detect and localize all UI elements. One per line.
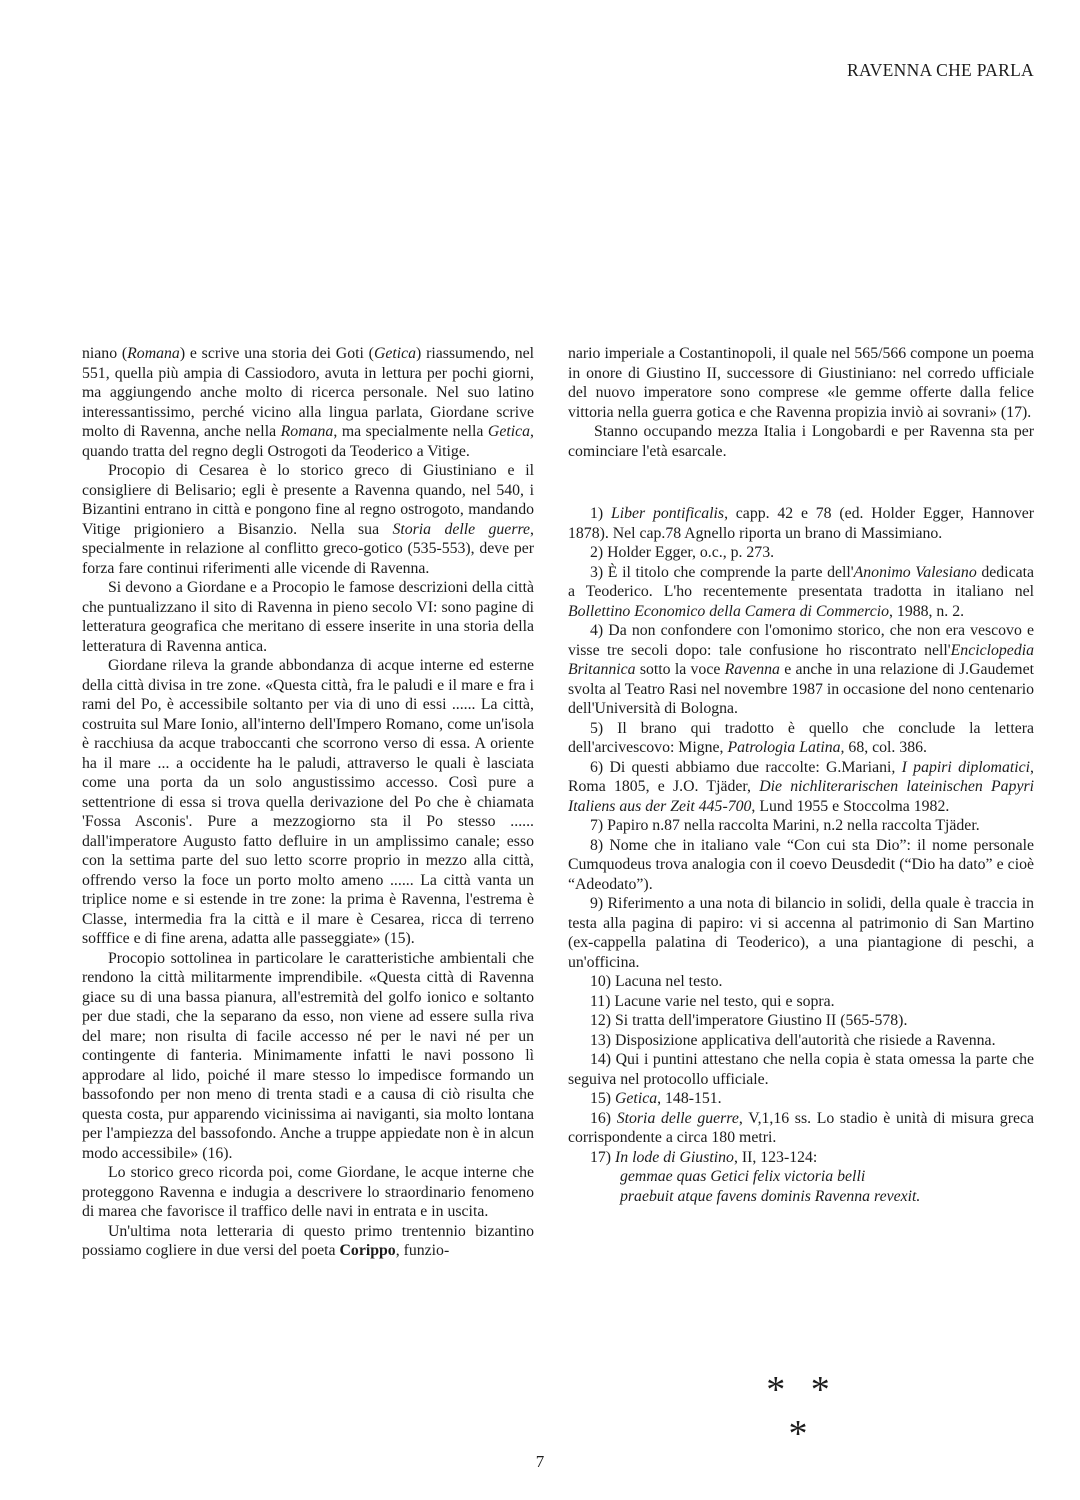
italic-run: , I papiri diplomatici <box>891 758 1031 776</box>
italic-run: Bollettino Economico della Camera di Commercio <box>568 602 890 620</box>
italic-run: Romana <box>127 345 180 362</box>
footnote: 15) Getica, 148-151. <box>590 1090 722 1107</box>
footnote: 1) Liber pontificalis, capp. 42 e 78 (ed. Holder Egger, Hannover 1878). Nel cap.78 Agnello riporta un brano di Massimiano. <box>568 505 1034 542</box>
footnote: 3) È il titolo che comprende la parte dell'Anonimo Valesiano dedicata a Teoderico. L'ho recentemente presentata tradotta in italiano nel Bollettino Economico della Camera di Commercio, 1988, n. 2. <box>568 563 1034 620</box>
italic-run: Getica <box>615 1090 658 1107</box>
italic-run: Anonimo Valesiano <box>853 563 977 581</box>
italic-run: Ravenna <box>724 661 780 678</box>
paragraph: Giordane rileva la grande abbondanza di acque interne ed esterne della città divisa in tre zone. «Questa città, fra le paludi e il mare e fra i rami del Po, è accessibile soltanto per via di uno di essi ...... La città, costruita sul Mare Ionio, all'interno dell'Impero Romano, come un'isola è racchiusa da acque traboccanti che scorrono verso di essa. A oriente ha il mare ... a occidente ha le paludi, attraverso le quali è lasciata come una porta da un solo angustissimo accesso. Così pure a settentrione di essa si trova quella derivazione del Po che è chiamata 'Fossa Asconis'. Pure a mezzogiorno sta il Po stesso ...... dall'imperatore Augusto fatto defluire in un amplissimo canale; esso con la settima parte del suo letto scorre proprio in mezzo alla città, offrendo verso la foce un porto molto ameno ...... La città vanta un triplice nome e si estende in tre zone: la prima è Ravenna, l'estrema è Classe, intermedia fra la città e il mare è Cesarea, ricca di terreno sofffice e di fine arena, adatta alle passeggiate» (15). <box>82 657 534 947</box>
italic-run: In lode di Giustino <box>615 1148 734 1166</box>
footnote: 4) Da non confondere con l'omonimo storico, che non era vescovo e visse tre secoli dopo: tale confusione ho riscontrato nell'Enciclopedia Britannica sotto la voce Ravenna e anche in una relazione di J.Gaudemet svolta al Teatro Rasi nel novembre 1987 in occasione del nono centenario dell'Università di Bologna. <box>568 622 1034 717</box>
footnote: 12) Si tratta dell'imperatore Giustino II (565-578). <box>590 1012 908 1029</box>
italic-run: Getica <box>487 423 531 440</box>
right-column <box>568 344 1034 1206</box>
footnote: 13) Disposizione applicativa dell'autorità che risiede a Ravenna. <box>590 1031 996 1049</box>
italic-run: Storia delle guerre <box>616 1109 739 1127</box>
verse-line: praebuit atque favens dominis Ravenna revexit. <box>620 1187 921 1205</box>
italic-run: Patrologia Latina, <box>727 739 845 756</box>
paragraph: nario imperiale a Costantinopoli, il quale nel 565/566 compone un poema in onore di Giustino II, successore di Giustiniano: nel corredo ufficiale del nuovo imperatore sono comprese «le gemme offerte dalla felice vittoria nella guerra gotica e che Ravenna propizia inviò ai sovrani» (17). <box>568 345 1034 421</box>
running-header: RAVENNA CHE PARLA <box>847 60 1034 80</box>
italic-run: Getica <box>373 345 417 362</box>
footnote: 11) Lacune varie nel testo, qui e sopra. <box>590 992 835 1010</box>
footnote: 8) Nome che in italiano vale “Con cui sta Dio”: il nome personale Cumquodeus trova analogia con il coevo Deusdedit (“Dio ha dato” e cioè “Adeodato”). <box>568 836 1034 893</box>
footnote: 6) Di questi abbiamo due raccolte: G.Mariani, I papiri diplomatici, Roma 1805, e J.O. Tjäder, Die nichliterarischen lateinischen Papyri Italiens aus der Zeit 445-700, Lund 1955 e Stoccolma 1982. <box>568 758 1035 815</box>
footnote: 17) In lode di Giustino, II, 123-124: <box>590 1148 818 1166</box>
italic-run: Romana <box>280 423 334 440</box>
paragraph: niano (Romana) e scrive una storia dei Goti (Getica) riassumendo, nel 551, quella più ampia di Cassiodoro, avuta in lettura per pochi giorni, ma aggiungendo anche molto di ricerca personale. Nel suo latino interessantissimo, perché vicino alla lingua parlata, Giordane scrive molto di Ravenna, anche nella Romana, ma specialmente nella Getica, quando tratta del regno degli Ostrogoti da Teoderico a Vitige. <box>82 345 534 460</box>
bold-run: Corippo <box>339 1242 396 1259</box>
italic-run: Storia delle guerre <box>392 520 531 538</box>
left-column <box>82 344 534 1261</box>
footnote: 9) Riferimento a una nota di bilancio in solidi, della quale è traccia in testa alla pagina di papiro: vi si accenna al patrimonio di San Martino (ex-cappella palatina di Teoderico), a una piantagione di peschi, a un'officina. <box>568 895 1034 971</box>
italic-run: Die nichliterarischen lateinischen Papyri Italiens aus der Zeit 445-700 <box>568 778 1035 815</box>
footnotes <box>568 504 1034 1206</box>
footnote: 16) Storia delle guerre, V,1,16 ss. Lo stadio è unità di misura greca corrispondente a circa 180 metri. <box>568 1109 1034 1146</box>
section-ornament: * * * <box>766 1369 838 1455</box>
footnote: 5) Il brano qui tradotto è quello che conclude la lettera dell'arcivescovo: Migne, Patrologia Latina, 68, col. 386. <box>568 719 1034 756</box>
paragraph: Procopio sottolinea in particolare le caratteristiche ambientali che rendono la città militarmente imprendibile. «Questa città di Ravenna giace su di una bassa pianura, all'estremità del golfo ionico e soltanto per due stadi, che la separano da esso, non viene ad essere sulla riva del mare; non risulta di facile accesso né per le navi né per un contingente di fanteria. Minimamente infatti le navi possono lì approdare al lido, poiché il mare stesso lo impedisce formando un bassofondo per non meno di trenta stadi e a causa di ciò risulta che questa costa, pur apparendo vicinissima ai naviganti, sia molto lontana per l'ampiezza del bassofondo. Anche a truppe appiedate non è in alcun modo accessibile» (16). <box>82 949 534 1162</box>
verse-line: gemmae quas Getici felix victoria belli <box>620 1168 866 1185</box>
footnote: 14) Qui i puntini attestano che nella copia è stata omessa la parte che seguiva nel protocollo ufficiale. <box>568 1051 1034 1088</box>
italic-run: Liber pontificalis <box>610 505 725 522</box>
footnote: 10) Lacuna nel testo. <box>590 973 723 990</box>
paragraph: Procopio di Cesarea è lo storico greco di Giustiniano e il consigliere di Belisario; egli è presente a Ravenna quando, nel 540, i Bizantini entrano in città e pongono fine al regno ostrogoto, mandando Vitige prigioniero a Bisanzio. Nella sua Storia delle guerre, specialmente in relazione al conflitto greco-gotico (535-553), deve per forza fare continui riferimenti alle vicende di Ravenna. <box>82 462 534 577</box>
footnote: 7) Papiro n.87 nella raccolta Marini, n.2 nella raccolta Tjäder. <box>590 817 980 834</box>
paragraph: Lo storico greco ricorda poi, come Giordane, le acque interne che proteggono Ravenna e indugia a descrivere lo straordinario fenomeno di marea che favorisce il traffico delle navi in entrata e in uscita. <box>82 1164 534 1220</box>
footnote: 2) Holder Egger, o.c., p. 273. <box>590 544 775 561</box>
paragraph: Si devono a Giordane e a Procopio le famose descrizioni della città che puntualizzano il sito di Ravenna in pieno secolo VI: sono pagine di letteratura geografica che meritano di essere inserite in una storia della letteratura di Ravenna antica. <box>82 579 534 655</box>
page-number: 7 <box>535 1452 545 1471</box>
italic-run: Enciclopedia Britannica <box>568 641 1034 678</box>
paragraph: Un'ultima nota letteraria di questo primo trentennio bizantino possiamo cogliere in due versi del poeta Corippo, funzio- <box>82 1222 534 1259</box>
paragraph: Stanno occupando mezza Italia i Longobardi e per Ravenna sta per cominciare l'età esarcale. <box>568 423 1034 460</box>
